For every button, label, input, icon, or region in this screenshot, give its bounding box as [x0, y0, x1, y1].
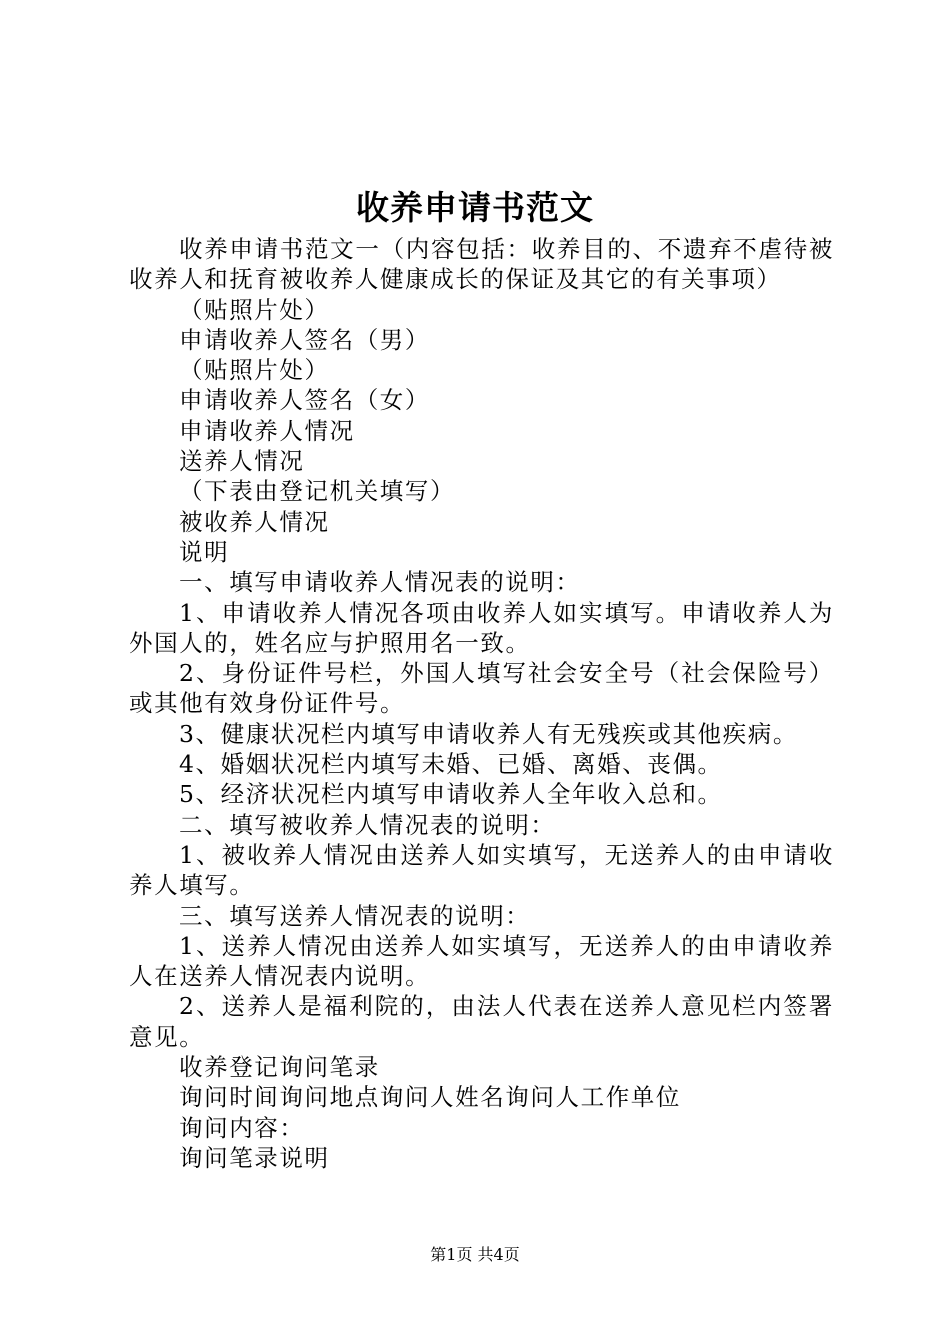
paragraph: 申请收养人签名（女）: [179, 386, 430, 415]
paragraph: 2、送养人是福利院的，由法人代表在送养人意见栏内签署意见。: [129, 992, 834, 1051]
paragraph: 3、健康状况栏内填写申请收养人有无残疾或其他疾病。: [179, 719, 798, 748]
document-body: [129, 234, 834, 1173]
paragraph: 2、身份证件号栏，外国人填写社会安全号（社会保险号）或其他有效身份证件号。: [129, 659, 834, 718]
paragraph: 询问时间询问地点询问人姓名询问人工作单位: [179, 1083, 681, 1112]
paragraph: 1、申请收养人情况各项由收养人如实填写。申请收养人为外国人的，姓名应与护照用名一致。: [129, 598, 834, 657]
paragraph: 询问内容：: [179, 1113, 305, 1142]
paragraph: 说明: [179, 537, 230, 566]
document-title: 收养申请书范文: [356, 188, 594, 227]
section-heading: 三、填写送养人情况表的说明：: [179, 901, 531, 930]
paragraph: 1、被收养人情况由送养人如实填写，无送养人的由申请收养人填写。: [129, 840, 834, 900]
paragraph: 被收养人情况: [179, 507, 330, 536]
paragraph: 收养申请书范文一（内容包括：收养目的、不遗弃不虐待被收养人和抚育被收养人健康成长的保证及其它的有关事项）: [129, 235, 834, 294]
page-footer: 第1页 共4页: [430, 1245, 520, 1264]
section-heading: 二、填写被收养人情况表的说明：: [179, 810, 556, 839]
paragraph: 申请收养人签名（男）: [179, 325, 430, 354]
paragraph: （下表由登记机关填写）: [179, 477, 456, 506]
paragraph: 询问笔录说明: [179, 1143, 330, 1172]
paragraph: 5、经济状况栏内填写申请收养人全年收入总和。: [179, 780, 723, 809]
paragraph: 收养登记询问笔录: [179, 1053, 380, 1082]
paragraph: 申请收养人情况: [179, 416, 355, 445]
paragraph: 送养人情况: [179, 447, 305, 476]
paragraph: （贴照片处）: [179, 356, 330, 385]
section-heading: 一、填写申请收养人情况表的说明：: [179, 568, 581, 597]
paragraph: 1、送养人情况由送养人如实填写，无送养人的由申请收养人在送养人情况表内说明。: [129, 931, 834, 991]
paragraph: 4、婚姻状况栏内填写未婚、已婚、离婚、丧偶。: [179, 750, 723, 779]
paragraph: （贴照片处）: [179, 295, 330, 324]
